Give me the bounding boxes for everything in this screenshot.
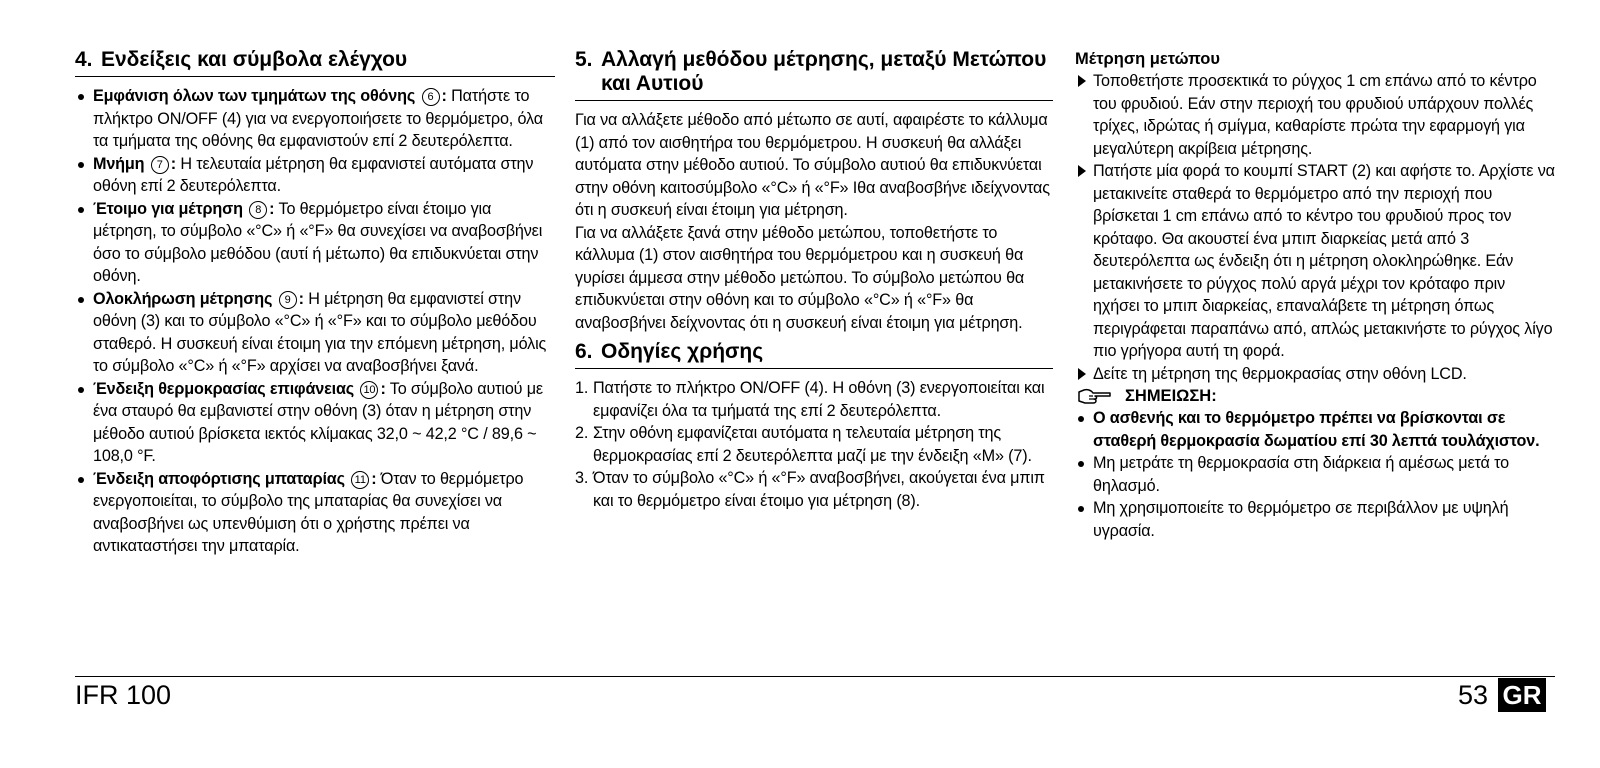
list-item xyxy=(1075,407,1555,452)
forehead-steps xyxy=(1075,70,1555,385)
note-text: Ο ασθενής και το θερμόμετρο πρέπει να βρίσκονται σε σταθερή θερμοκρασία δωματίου επί 30 λεπτά τουλάχιστον. xyxy=(1093,409,1540,450)
item-title: Μνήμη xyxy=(93,154,145,173)
section-5-body xyxy=(575,109,1053,334)
list-item xyxy=(575,377,1053,422)
item-text: Η μέτρηση θα εμφανιστεί στην οθόνη (3) και το σύμβολο «°C» ή «°F» και το σύμβολο μεθόδου σταθερό. Η συσκευή είναι έτοιμη για την επόμενη μέτρηση, μόλις το σύμβολο «°C» ή «°F» αρχίσει να αναβοσβήνει ξανά. xyxy=(93,289,547,375)
item-title: Εμφάνιση όλων των τμημάτων της οθόνης xyxy=(93,87,416,105)
list-item: Μνήμη 7 : Η τελευταία μέτρηση θα εμφανιστεί αυτόματα στην οθόνη επί 2 δευτερόλεπτα. xyxy=(75,153,555,198)
language-badge: GR xyxy=(1498,678,1546,712)
section-4 xyxy=(75,48,555,558)
item-title: Ένδειξη αποφόρτισης μπαταρίας xyxy=(93,469,345,488)
item-text: Το σύμβολο αυτιού με ένα σταυρό θα εμβανιστεί στην οθόνη (3) όταν η μέτρηση στην μέθοδο αυτιού βρίσκετα ιεκτός κλίμακας 32,0 ~ 42,2 °C / 89,6 ~ 108,0 °F. xyxy=(93,379,543,465)
step-text: Πατήστε το πλήκτρο ON/OFF (4). Η οθόνη (3) ενεργοποιείται και εμφανίζει όλα τα τμήματά της επί 2 δευτερόλεπτα. xyxy=(593,379,1045,420)
section-4-heading xyxy=(75,48,555,77)
column-2 xyxy=(575,48,1053,512)
item-text: Η τελευταία μέτρηση θα εμφανιστεί αυτόματα στην οθόνη επί 2 δευτερόλεπτα. xyxy=(93,154,534,195)
ref-number: 9 xyxy=(279,291,297,309)
step-number: 2. xyxy=(575,424,589,442)
ref-number: 8 xyxy=(249,201,267,219)
list-item: Έτοιμο για μέτρηση 8 : Το θερμόμετρο είναι έτοιμο για μέτρηση, το σύμβολο «°C» ή «°F» θα συνεχίσει να αναβοσβήνει όσο το σύμβολο μεθόδου (αυτί ή μέτωπο) θα επιδυκνύεται στην οθόνη. xyxy=(75,198,555,288)
column-3 xyxy=(1075,48,1555,542)
section-5-title: Αλλαγή μεθόδου μέτρησης, μεταξύ Μετώπου και Αυτιού xyxy=(601,48,1047,95)
list-item xyxy=(575,467,1053,512)
item-title: Έτοιμο για μέτρηση xyxy=(93,199,243,218)
section-4-number: 4. xyxy=(75,48,93,71)
section-6-heading xyxy=(575,340,1053,369)
item-text: Το θερμόμετρο είναι έτοιμο για μέτρηση, το σύμβολο «°C» ή «°F» θα συνεχίσει να αναβοσβήνει όσο το σύμβολο μεθόδου (αυτί ή μέτωπο) θα επιδυκνύεται στην οθόνη. xyxy=(93,199,543,285)
section-5-heading xyxy=(575,48,1053,101)
instructions-list xyxy=(575,377,1053,512)
item-title: Ένδειξη θερμοκρασίας επιφάνειας xyxy=(93,379,355,398)
step-number: 1. xyxy=(575,379,589,397)
footer-divider xyxy=(75,676,1555,677)
model-name: IFR 100 xyxy=(75,680,172,710)
paragraph: Για να αλλάξετε ξανά στην μέθοδο μετώπου, τοποθετήστε το κάλλυμα (1) στον αισθητήρα του θερμόμετρου και η συσκευή θα γυρίσει άμμεσα στην μέθοδο μετώπου. Το σύμβολο μετώπου θα επιδυκνύεται στην οθόνη και το σύμβολο «°C» ή «°F» θα αναβοσβήνει δείχνοντας ότι η συσκευή είναι έτοιμη για μέτρηση. xyxy=(575,223,1025,332)
ref-number: 7 xyxy=(151,156,169,174)
pointing-hand-icon xyxy=(1077,387,1111,405)
section-6-title: Οδηγίες χρήσης xyxy=(601,340,764,363)
ref-number: 6 xyxy=(422,88,440,106)
list-item: Μη μετράτε τη θερμοκρασία στη διάρκεια ή αμέσως μετά το θηλασμό. xyxy=(1075,452,1555,497)
note-list xyxy=(1075,407,1555,542)
step-number: 3. xyxy=(575,469,589,487)
section-4-title: Ενδείξεις και σύμβολα ελέγχου xyxy=(101,48,408,71)
item-text: Πατήστε το πλήκτρο ON/OFF (4) για να ενεργοποιήσετε το θερμόμετρο, όλα τα τμήματα της οθόνης θα εμφανιστούν επί 2 δευτερόλεπτα. xyxy=(93,87,543,150)
forehead-subheading: Μέτρηση μετώπου xyxy=(1075,50,1220,68)
list-item: Ένδειξη θερμοκρασίας επιφάνειας 10 : Το σύμβολο αυτιού με ένα σταυρό θα εμβανιστεί στην οθόνη (3) όταν η μέτρηση στην μέθοδο αυτιού βρίσκετα ιεκτός κλίμακας 32,0 ~ 42,2 °C / 89,6 ~ 108,0 °F. xyxy=(75,378,555,468)
section-5-number: 5. xyxy=(575,48,593,71)
list-item: Ολοκλήρωση μέτρησης 9 : Η μέτρηση θα εμφανιστεί στην οθόνη (3) και το σύμβολο «°C» ή «°F» και το σύμβολο μεθόδου σταθερό. Η συσκευή είναι έτοιμη για την επόμενη μέτρηση, μόλις το σύμβολο «°C» ή «°F» αρχίσει να αναβοσβήνει ξανά. xyxy=(75,288,555,378)
list-item: Τοποθετήστε προσεκτικά το ρύγχος 1 cm επάνω από το κέντρο του φρυδιού. Εάν στην περιοχή του φρυδιού υπάρχουν πολλές τρίχες, ιδρώτας ή σμίγμα, καθαρίστε πρώτα την εφαρμογή για μεγαλύτερη ακρίβεια μέτρησης. xyxy=(1075,70,1555,160)
list-item: Μη χρησιμοποιείτε το θερμόμετρο σε περιβάλλον με υψηλή υγρασία. xyxy=(1075,497,1555,542)
note-label: ΣΗΜΕΙΩΣΗ: xyxy=(1125,387,1217,405)
list-item: Εμφάνιση όλων των τμημάτων της οθόνης 6 : Πατήστε το πλήκτρο ON/OFF (4) για να ενεργοποιήσετε το θερμόμετρο, όλα τα τμήματα της οθόνης θα εμφανιστούν επί 2 δευτερόλεπτα. xyxy=(75,85,555,153)
indicator-list xyxy=(75,85,555,558)
list-item: Ένδειξη αποφόρτισης μπαταρίας 11 : Όταν το θερμόμετρο ενεργοποιείται, το σύμβολο της μπαταρίας θα συνεχίσει να αναβοσβήνει ως υπενθύμιση ότι ο χρήστης πρέπει να αντικαταστήσει την μπαταρία. xyxy=(75,468,555,558)
step-text: Όταν το σύμβολο «°C» ή «°F» αναβοσβήνει, ακούγεται ένα μπιπ και το θερμόμετρο είναι έτοιμο για μέτρηση (8). xyxy=(593,469,1045,510)
list-item: Πατήστε μία φορά το κουμπί START (2) και αφήστε το. Αρχίστε να μετακινείτε σταθερά το θερμόμετρο από την περιοχή που βρίσκεται 1 cm επάνω από το κέντρο του φρυδιού προς τον κρόταφο. Θα ακουστεί ένα μπιπ διαρκείας μετά από 3 δευτερόλεπτα ως ένδειξη ότι η μέτρηση ολοκληρώθηκε. Εάν μετακινήσετε το ρύγχος πολύ αργά μέχρι τον κρόταφο πριν ηχήσει το μπιπ διαρκείας, επαναλάβετε τη μέτρηση όπως περιγράφεται παραπάνω από, απλώς μετακινήστε το ρύγχος λίγο πιο γρήγορα αυτή τη φορά. xyxy=(1075,160,1555,363)
list-item xyxy=(575,422,1053,467)
page-number: 53 xyxy=(1458,680,1489,710)
note-heading xyxy=(1075,385,1555,407)
section-6-number: 6. xyxy=(575,340,593,363)
item-text: Όταν το θερμόμετρο ενεργοποιείται, το σύμβολο της μπαταρίας θα συνεχίσει να αναβοσβήνει ως υπενθύμιση ότι ο χρήστης πρέπει να αντικαταστήσει την μπαταρία. xyxy=(93,469,524,555)
ref-number: 11 xyxy=(351,471,369,489)
ref-number: 10 xyxy=(360,381,378,399)
step-text: Στην οθόνη εμφανίζεται αυτόματα η τελευταία μέτρηση της θερμοκρασίας επί 2 δευτερόλεπτα μαζί με την ένδειξη «M» (7). xyxy=(593,424,1032,465)
list-item: Δείτε τη μέτρηση της θερμοκρασίας στην οθόνη LCD. xyxy=(1075,363,1555,386)
item-title: Ολοκλήρωση μέτρησης xyxy=(93,289,273,308)
paragraph: Για να αλλάξετε μέθοδο από μέτωπο σε αυτί, αφαιρέστε το κάλλυμα (1) από τον αισθητήρα του θερμόμετρου. Η συσκευή θα αλλάξει αυτόματα στην μέθοδο αυτιού. Το σύμβολο αυτιού θα επιδυκνύεται στην οθόνη καιτοσύμβολο «°C» ή «°F» Ιθα αναβοσβήνε ιδείχνοντας ότι η συσκευή είναι έτοιμη για μέτρηση. xyxy=(575,111,1050,219)
